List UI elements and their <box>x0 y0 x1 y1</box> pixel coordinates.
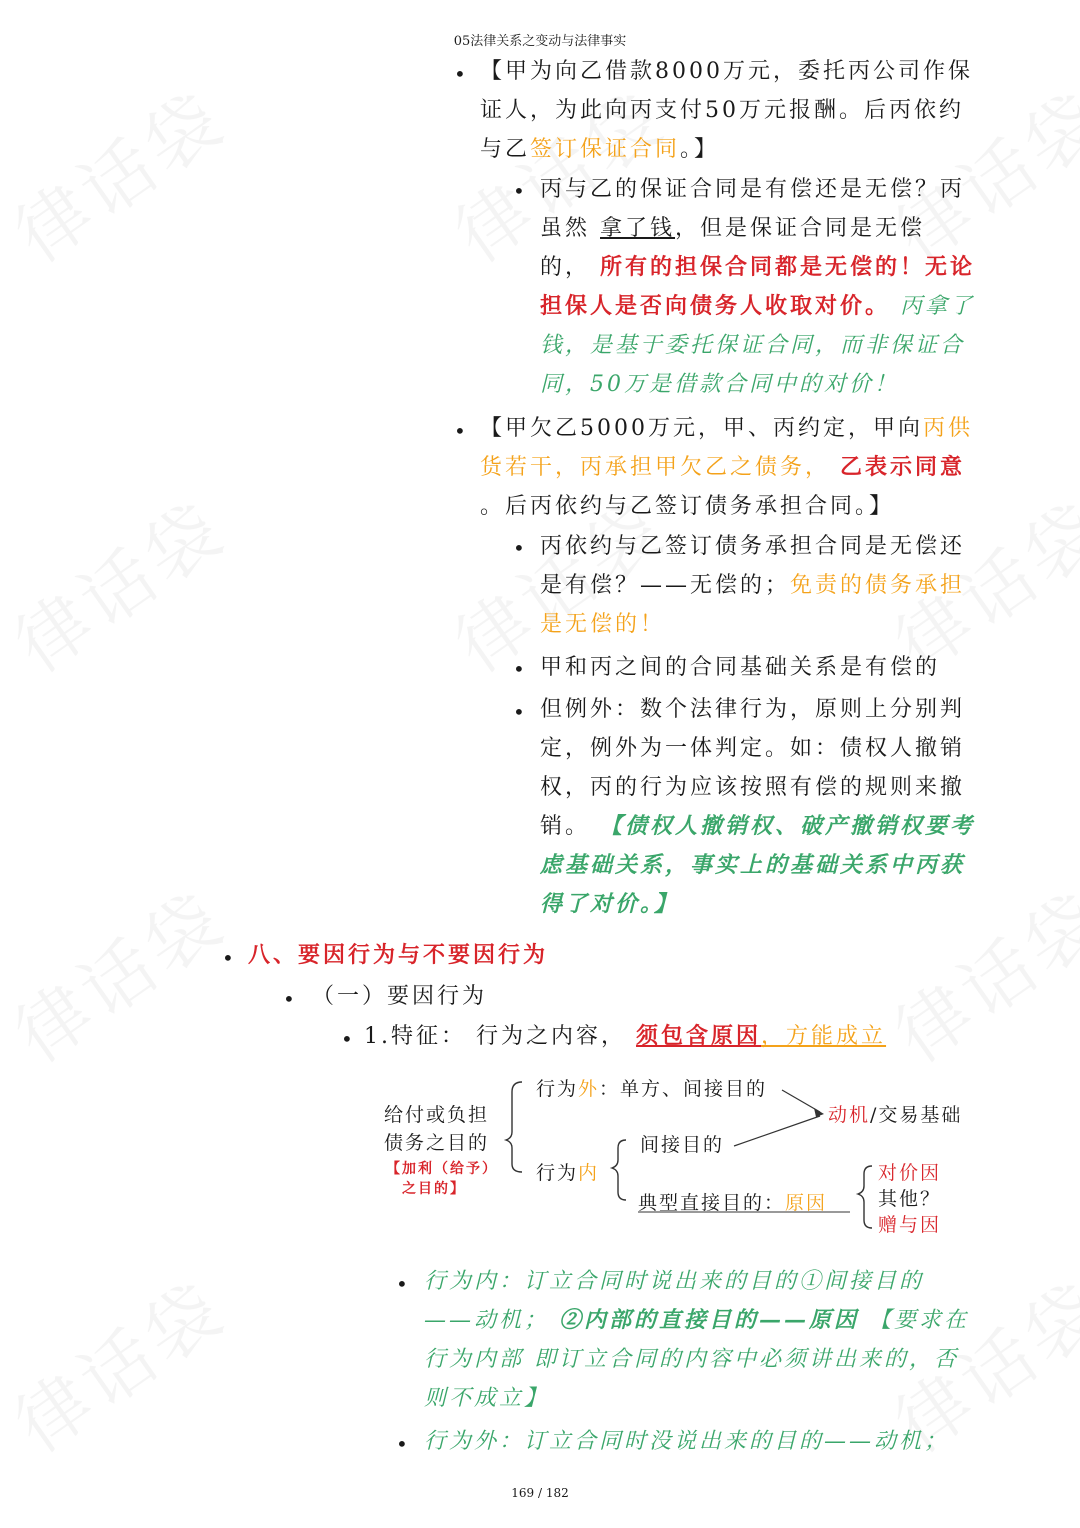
diagram-left-note1: 【加利（给予） <box>386 1161 498 1177</box>
note-outer-act: 行为外：订立合同时没说出来的目的——动机； <box>424 1429 950 1454</box>
bullet: • <box>396 1272 408 1296</box>
diagram-indirect-purpose: 间接目的 <box>640 1134 725 1156</box>
bullet: • <box>513 700 525 724</box>
diagram-left-line2: 债务之目的 <box>384 1132 490 1154</box>
bullet: • <box>396 1432 408 1456</box>
diagram-outer-act: 行为外：单方、间接目的 <box>536 1078 768 1100</box>
bullet: • <box>222 946 234 970</box>
case2-analysis-1: 丙依约与乙签订债务承担合同是无偿还 是有偿？——无偿的；免责的债务承担 是无偿的！ <box>540 534 966 637</box>
note-inner-act: 行为内：订立合同时说出来的目的①间接目的 ——动机； ②内部的直接目的——原因 【要求在 行为内部 即订立合同的内容中必须讲出来的，否 则不成立】 <box>424 1269 970 1411</box>
page-header: 05法律关系之变动与法律事实 <box>453 34 627 49</box>
diagram-cause-gift: 赠与因 <box>878 1214 942 1236</box>
bullet: • <box>454 419 466 443</box>
diagram-inner-act: 行为内 <box>536 1162 600 1184</box>
bullet: • <box>513 179 525 203</box>
diagram-cause-consideration: 对价因 <box>878 1162 942 1184</box>
bullet: • <box>513 536 525 560</box>
bullet: • <box>513 657 525 681</box>
case2-paragraph: 【甲欠乙5000万元，甲、丙约定，甲向丙供 货若干，丙承担甲欠乙之债务， 乙表示同意 。后丙依约与乙签订债务承担合同。】 <box>480 416 974 519</box>
watermark <box>0 1252 243 1471</box>
feature-line: 1.特征： 行为之内容， 须包含原因，方能成立 <box>364 1023 887 1049</box>
subsection-heading: （一）要因行为 <box>312 984 488 1009</box>
watermark <box>0 472 243 691</box>
bullet: • <box>341 1027 353 1051</box>
case2-analysis-2: 甲和丙之间的合同基础关系是有偿的 <box>540 655 941 680</box>
page-number: 169 / 182 <box>511 1486 569 1500</box>
watermark <box>0 862 243 1081</box>
case1-analysis: 丙与乙的保证合同是有偿还是无偿？丙 虽然 拿了钱，但是保证合同是无偿 的， 所有的担保合同都是无偿的！无论 担保人是否向债务人收取对价。 丙拿了 钱，是基于委托保证合同，而非保证合 同，50万是借款合同中的对价！ <box>540 177 976 397</box>
purpose-diagram <box>380 1068 980 1238</box>
section-heading: 八、要因行为与不要因行为 <box>248 942 549 968</box>
watermark <box>0 62 243 281</box>
diagram-cause-other: 其他？ <box>878 1188 942 1210</box>
case2-analysis-3: 但例外：数个法律行为，原则上分别判 定，例外为一体判定。如：债权人撤销 权，丙的行为应该按照有偿的规则来撤 销。 【债权人撤销权、破产撤销权要考 虑基础关系，事实上的基础关系中丙获 得了对价。】 <box>540 697 976 917</box>
bullet: • <box>454 62 466 86</box>
bullet: • <box>283 987 295 1011</box>
diagram-left-line1: 给付或负担 <box>384 1104 490 1126</box>
diagram-direct-purpose: 典型直接目的：原因 <box>638 1192 828 1214</box>
diagram-motive: 动机/交易基础 <box>828 1104 963 1126</box>
case1-paragraph: 【甲为向乙借款8000万元，委托丙公司作保 证人，为此向丙支付50万元报酬。后丙依约 与乙签订保证合同。】 <box>480 59 973 162</box>
diagram-left-note2: 之目的】 <box>402 1181 466 1197</box>
